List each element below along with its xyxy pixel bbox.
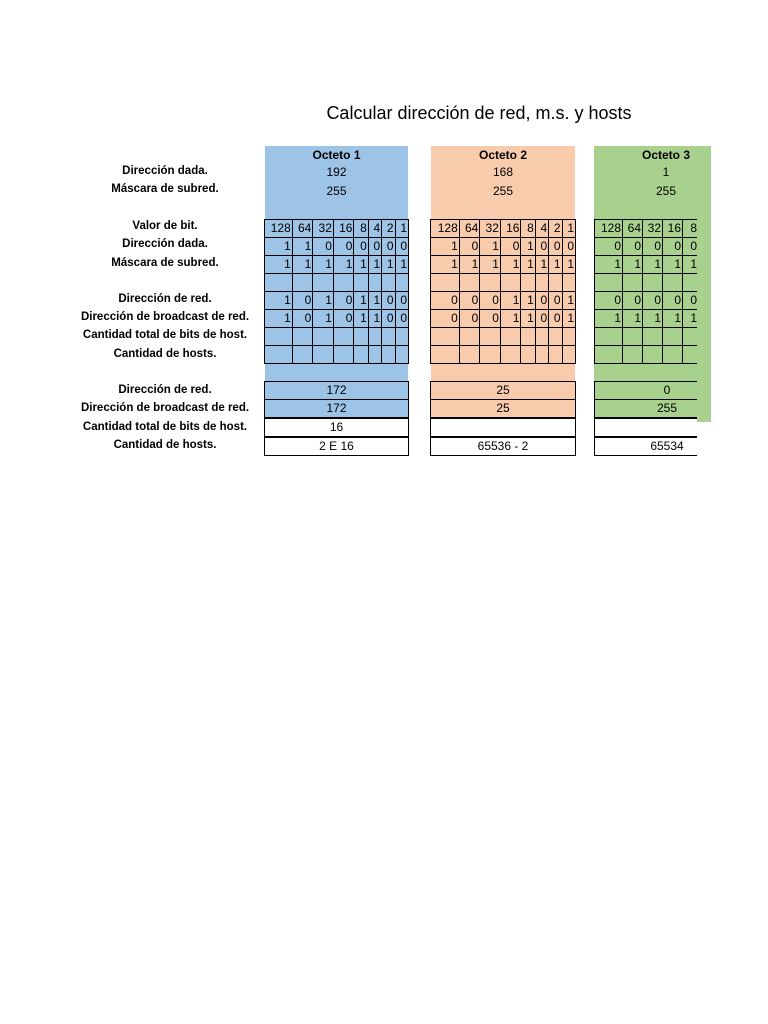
label-valor-bit: Valor de bit. [132, 220, 198, 232]
bit-cell: 64 [459, 220, 480, 238]
bit-cell: 1 [643, 310, 663, 328]
bit-cell: 1 [623, 310, 643, 328]
octeto2-mascara: 255 [492, 184, 514, 198]
bit-cell: 0 [500, 238, 521, 256]
bit-cell: 0 [292, 310, 313, 328]
label-mascara-bits: Máscara de subred. [111, 257, 219, 269]
bit-cell: 128 [265, 220, 293, 238]
bit-cell: 1 [459, 256, 480, 274]
bit-cell: 2 [382, 220, 395, 238]
octeto2-mask-bits-row [431, 256, 576, 274]
octeto3-sum-bits-host [594, 418, 697, 437]
octeto1-direccion: 192 [326, 165, 347, 179]
octeto1-bit-values-row [265, 220, 409, 238]
bit-cell: 16 [500, 220, 521, 238]
bit-cell: 0 [480, 310, 501, 328]
label-sum-direccion-red: Dirección de red. [118, 384, 212, 396]
octeto3-bit-values-row [595, 220, 698, 238]
octeto2-empty-row [431, 328, 576, 346]
bit-cell: 32 [313, 220, 334, 238]
bit-cell: 1 [562, 256, 575, 274]
bit-cell: 1 [562, 220, 575, 238]
octeto3-bit-table [594, 219, 697, 364]
bit-cell: 1 [500, 310, 521, 328]
bit-cell: 1 [382, 256, 395, 274]
bit-cell: 1 [395, 256, 408, 274]
bit-cell: 1 [431, 256, 460, 274]
octeto3-mascara: 255 [655, 184, 677, 198]
bit-cell: 0 [333, 238, 354, 256]
bit-cell: 16 [333, 220, 354, 238]
bit-cell: 1 [354, 292, 368, 310]
bit-cell: 0 [459, 238, 480, 256]
bit-cell: 0 [549, 292, 562, 310]
bit-cell: 1 [368, 292, 381, 310]
bit-cell: 1 [395, 220, 408, 238]
octeto2-broadcast-bits-row [431, 310, 576, 328]
octeto1-mascara: 255 [326, 184, 347, 198]
bit-cell: 1 [595, 256, 623, 274]
label-direccion-dada-bits: Dirección dada. [122, 238, 208, 250]
octeto1-red-bits-row [265, 292, 409, 310]
octeto1-header: Octeto 1 [312, 148, 361, 162]
bit-cell: 1 [535, 256, 548, 274]
octeto2-direccion: 168 [492, 165, 514, 179]
bit-cell: 1 [265, 310, 293, 328]
octeto3-red-bits-row [595, 292, 698, 310]
bit-cell: 1 [663, 310, 683, 328]
octeto2-sum-hosts: 65536 - 2 [430, 437, 576, 456]
bit-cell: 1 [623, 256, 643, 274]
bit-cell: 0 [562, 238, 575, 256]
bit-cell: 0 [595, 292, 623, 310]
octeto2-empty-row [431, 274, 576, 292]
octeto1-empty-row [265, 274, 409, 292]
bit-cell: 0 [368, 238, 381, 256]
bit-cell: 0 [643, 292, 663, 310]
bit-cell: 0 [313, 238, 334, 256]
octeto3-sum-red: 0 [594, 381, 697, 400]
octeto3-sum-broadcast: 255 [594, 399, 697, 418]
octeto1-sum-broadcast: 172 [264, 399, 409, 418]
octeto2-sum-bits-host [430, 418, 576, 437]
bit-cell: 1 [354, 256, 368, 274]
bit-cell: 128 [595, 220, 623, 238]
bit-cell: 0 [663, 292, 683, 310]
label-sum-total-bits-host: Cantidad total de bits de host. [82, 421, 248, 433]
bit-cell: 0 [431, 310, 460, 328]
octeto3-empty-row [595, 274, 698, 292]
label-direccion-red: Dirección de red. [118, 293, 212, 305]
bit-cell: 1 [292, 256, 313, 274]
octeto3-header: Octeto 3 [641, 148, 690, 162]
bit-cell: 1 [643, 256, 663, 274]
page-title: Calcular dirección de red, m.s. y hosts [326, 103, 632, 123]
bit-cell: 1 [562, 292, 575, 310]
octeto3-empty-row [595, 328, 698, 346]
label-sum-cantidad-hosts: Cantidad de hosts. [113, 439, 217, 451]
bit-cell: 0 [535, 238, 548, 256]
bit-cell: 0 [333, 292, 354, 310]
octeto1-empty-row [265, 328, 409, 346]
bit-cell: 8 [521, 220, 535, 238]
octeto1-empty-row [265, 346, 409, 364]
octeto1-sum-bits-host: 16 [264, 418, 409, 437]
bit-cell: 1 [480, 256, 501, 274]
bit-cell: 0 [382, 310, 395, 328]
bit-cell: 64 [292, 220, 313, 238]
bit-cell: 1 [562, 310, 575, 328]
bit-cell: 0 [549, 310, 562, 328]
bit-cell: 1 [683, 310, 698, 328]
bit-cell: 32 [643, 220, 663, 238]
bit-cell: 4 [535, 220, 548, 238]
octeto1-broadcast-bits-row [265, 310, 409, 328]
bit-cell: 1 [500, 292, 521, 310]
octeto1-sum-hosts: 2 E 16 [264, 437, 409, 456]
label-mascara: Máscara de subred. [111, 183, 219, 195]
octeto1-mask-bits-row [265, 256, 409, 274]
octeto1-sum-red: 172 [264, 381, 409, 400]
label-total-bits-host: Cantidad total de bits de host. [82, 329, 248, 341]
bit-cell: 1 [333, 256, 354, 274]
octeto3-sum-hosts: 65534 [594, 437, 697, 456]
bit-cell: 1 [549, 256, 562, 274]
octeto2-empty-row [431, 346, 576, 364]
bit-cell: 0 [431, 292, 460, 310]
bit-cell: 1 [313, 292, 334, 310]
octeto2-sum-broadcast: 25 [430, 399, 576, 418]
bit-cell: 0 [535, 292, 548, 310]
bit-cell: 4 [368, 220, 381, 238]
label-cantidad-hosts: Cantidad de hosts. [113, 348, 217, 360]
bit-cell: 0 [683, 292, 698, 310]
label-broadcast: Dirección de broadcast de red. [80, 311, 250, 323]
bit-cell: 1 [663, 256, 683, 274]
octeto3-empty-row [595, 346, 698, 364]
bit-cell: 1 [521, 292, 535, 310]
label-direccion-dada: Dirección dada. [122, 165, 208, 177]
bit-cell: 2 [549, 220, 562, 238]
bit-cell: 1 [313, 310, 334, 328]
bit-cell: 0 [333, 310, 354, 328]
bit-cell: 1 [265, 238, 293, 256]
bit-cell: 8 [354, 220, 368, 238]
bit-cell: 1 [480, 238, 501, 256]
bit-cell: 1 [313, 256, 334, 274]
bit-cell: 1 [368, 256, 381, 274]
bit-cell: 64 [623, 220, 643, 238]
octeto2-header: Octeto 2 [478, 148, 527, 162]
octeto2-red-bits-row [431, 292, 576, 310]
octeto2-sum-red: 25 [430, 381, 576, 400]
bit-cell: 0 [549, 238, 562, 256]
bit-cell: 8 [683, 220, 698, 238]
octeto3-dir-bits-row [595, 238, 698, 256]
bit-cell: 1 [368, 310, 381, 328]
octeto2-bit-table [430, 219, 576, 364]
bit-cell: 0 [623, 238, 643, 256]
bit-cell: 0 [395, 238, 408, 256]
bit-cell: 0 [354, 238, 368, 256]
octeto3-broadcast-bits-row [595, 310, 698, 328]
octeto1-dir-bits-row [265, 238, 409, 256]
bit-cell: 0 [459, 310, 480, 328]
bit-cell: 0 [480, 292, 501, 310]
bit-cell: 1 [595, 310, 623, 328]
bit-cell: 0 [382, 292, 395, 310]
bit-cell: 0 [395, 310, 408, 328]
bit-cell: 0 [663, 238, 683, 256]
bit-cell: 1 [521, 238, 535, 256]
bit-cell: 1 [354, 310, 368, 328]
octeto2-bit-values-row [431, 220, 576, 238]
octeto3-mask-bits-row [595, 256, 698, 274]
bit-cell: 0 [395, 292, 408, 310]
bit-cell: 1 [500, 256, 521, 274]
octeto3-clip [594, 0, 697, 1024]
bit-cell: 0 [292, 292, 313, 310]
bit-cell: 1 [521, 256, 535, 274]
bit-cell: 1 [521, 310, 535, 328]
bit-cell: 1 [265, 256, 293, 274]
bit-cell: 1 [292, 238, 313, 256]
bit-cell: 0 [595, 238, 623, 256]
bit-cell: 0 [643, 238, 663, 256]
bit-cell: 0 [535, 310, 548, 328]
bit-cell: 32 [480, 220, 501, 238]
bit-cell: 0 [623, 292, 643, 310]
octeto3-direccion: 1 [662, 165, 670, 179]
octeto1-bit-table [264, 219, 409, 364]
bit-cell: 128 [431, 220, 460, 238]
bit-cell: 0 [382, 238, 395, 256]
bit-cell: 0 [683, 238, 698, 256]
bit-cell: 0 [459, 292, 480, 310]
label-sum-broadcast: Dirección de broadcast de red. [80, 402, 250, 414]
bit-cell: 16 [663, 220, 683, 238]
octeto2-dir-bits-row [431, 238, 576, 256]
bit-cell: 1 [431, 238, 460, 256]
bit-cell: 1 [265, 292, 293, 310]
bit-cell: 1 [683, 256, 698, 274]
